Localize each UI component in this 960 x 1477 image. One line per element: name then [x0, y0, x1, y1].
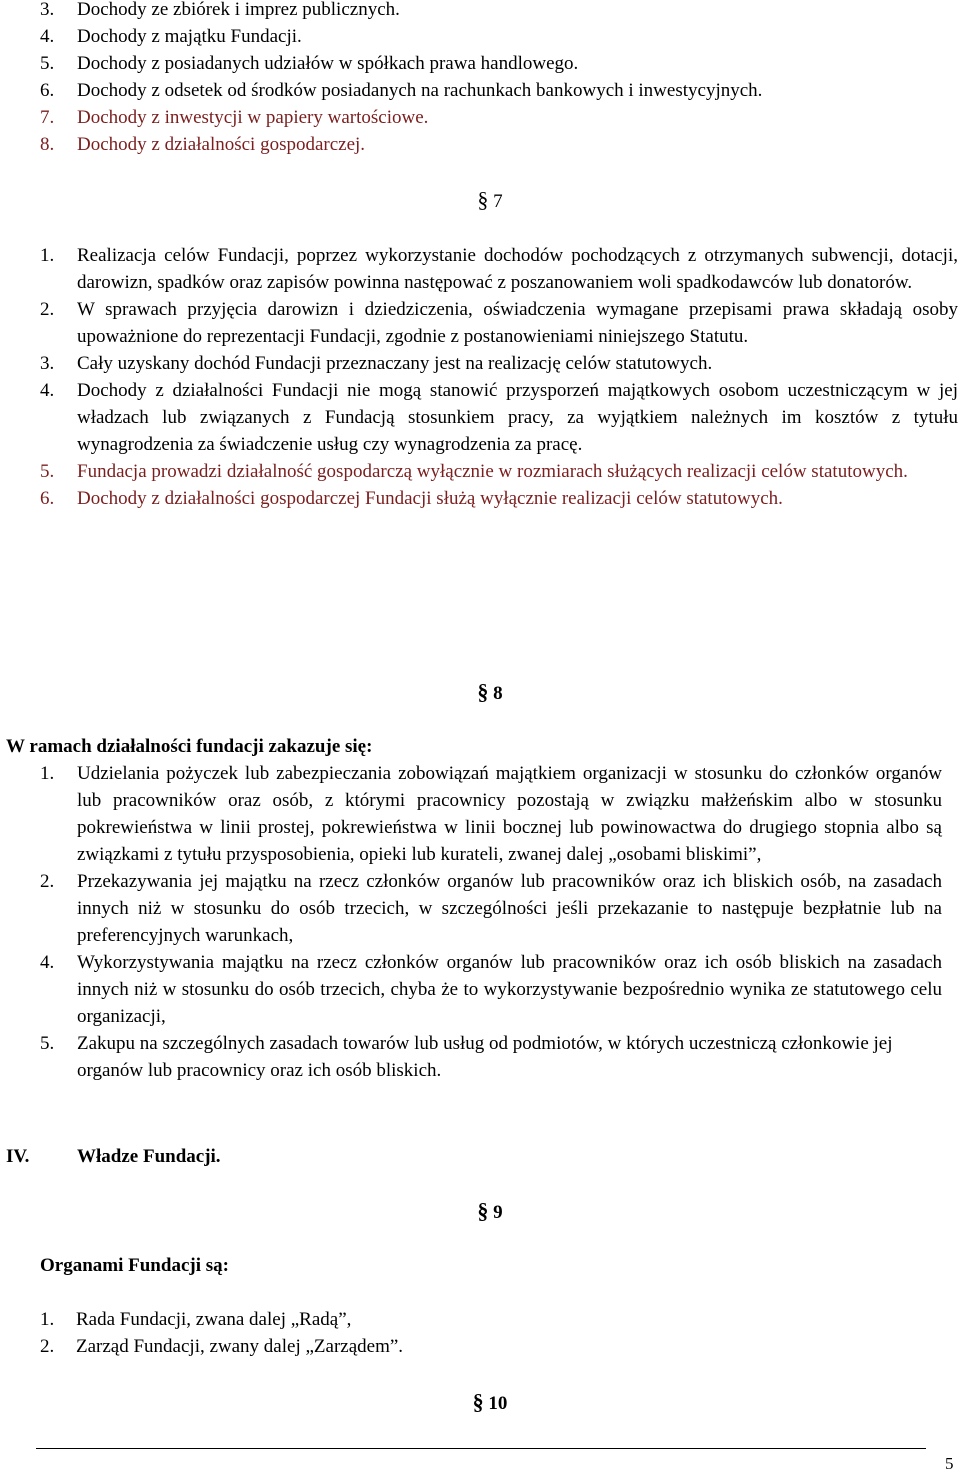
- list-item-number: 4.: [40, 380, 55, 401]
- list-item: [0, 1306, 700, 1333]
- list-item: [0, 949, 942, 1030]
- list-item: [0, 23, 960, 50]
- list-item-number: 8.: [40, 134, 55, 155]
- list-item-text: Dochody z odsetek od środków posiadanych na rachunkach bankowych i inwestycyjnych.: [77, 80, 763, 101]
- list-item-number: 4.: [40, 952, 55, 973]
- list-item: [0, 131, 960, 158]
- list-item: [0, 868, 942, 949]
- section-number: 10: [488, 1393, 508, 1414]
- section-number: 9: [493, 1202, 503, 1223]
- list-item-text: Udzielania pożyczek lub zabezpieczania zobowiązań majątkiem organizacji w stosunku do członków organów lub pracowników oraz osób, z którymi pracownicy pozostają w związku małżeńskim albo w stosunku pokrewieństwa w linii prostej, pokrewieństwa w linii bocznej lub powinowactwa do drugiego stopnia albo są związkami z tytułu przysposobienia, opieki lub kurateli, zwanej dalej „osobami bliskimi”,: [77, 763, 942, 865]
- list-item-text: Dochody z inwestycji w papiery wartościowe.: [77, 107, 429, 128]
- list-item-text: Zakupu na szczególnych zasadach towarów lub usług od podmiotów, w których uczestniczą członkowie jej organów lub pracownicy oraz ich osób bliskich.: [77, 1033, 893, 1081]
- list-item-text: Dochody z działalności gospodarczej.: [77, 134, 366, 155]
- list-item: [0, 0, 960, 23]
- section-number: 8: [493, 683, 503, 704]
- list-item-text: Dochody z działalności Fundacji nie mogą stanowić przysporzeń majątkowych osobom uczestniczącym w jej władzach lub związanych z Fundacją stosunkiem pracy, za wyjątkiem należnych im kosztów z tytułu wynagrodzenia za świadczenie usług czy wynagrodzenia za pracę.: [77, 380, 958, 455]
- section-10-title: [440, 1388, 540, 1417]
- list-item-text: Dochody z posiadanych udziałów w spółkach prawa handlowego.: [77, 53, 579, 74]
- list-item-text: Dochody z działalności gospodarczej Fundacji służą wyłącznie realizacji celów statutowych.: [77, 488, 783, 509]
- list-item: [0, 104, 960, 131]
- list-item-number: 5.: [40, 1033, 55, 1054]
- list-item-number: 2.: [40, 299, 55, 320]
- list-item: [0, 760, 942, 868]
- list-item-text: Zarząd Fundacji, zwany dalej „Zarządem”.: [76, 1336, 404, 1357]
- list-item-number: 7.: [40, 107, 55, 128]
- list-item-number: 5.: [40, 461, 55, 482]
- list-item-text: Dochody z majątku Fundacji.: [77, 26, 302, 47]
- list-item-number: 2.: [40, 871, 55, 892]
- list-item-number: 5.: [40, 53, 55, 74]
- section-symbol: §: [477, 679, 489, 704]
- footer-divider: [36, 1448, 926, 1449]
- list-item: [0, 242, 958, 296]
- list-item: [0, 458, 958, 485]
- section-9-title: [440, 1197, 540, 1226]
- list-item-number: 2.: [40, 1336, 55, 1357]
- section-symbol: §: [477, 1198, 489, 1223]
- list-item-number: 1.: [40, 763, 55, 784]
- list-item-number: 6.: [40, 488, 55, 509]
- list-item: [0, 485, 958, 512]
- section-8-list: [0, 760, 942, 1084]
- income-list: [0, 0, 960, 158]
- chapter-title: Władze Fundacji.: [77, 1146, 221, 1167]
- list-item-text: Przekazywania jej majątku na rzecz członków organów lub pracowników oraz ich bliskich osób, na zasadach innych niż w stosunku do osób trzecich, w szczególności jeśli przekazanie to następuje bezpłatnie lub na preferencyjnych warunkach,: [77, 871, 942, 946]
- list-item: [0, 50, 960, 77]
- list-item: [0, 296, 958, 350]
- list-item-number: 3.: [40, 353, 55, 374]
- list-item-text: Rada Fundacji, zwana dalej „Radą”,: [76, 1309, 352, 1330]
- section-8-title: [440, 678, 540, 707]
- list-item-text: Wykorzystywania majątku na rzecz członków organów lub pracowników oraz ich osób bliskich na zasadach innych niż w stosunku do osób trzecich, chyba że to wykorzystywanie bezpośrednio wynika ze statutowego celu organizacji,: [77, 952, 942, 1027]
- list-item: [0, 77, 960, 104]
- section-7-list: [0, 242, 958, 512]
- list-item-number: 1.: [40, 245, 55, 266]
- list-item-number: 1.: [40, 1309, 55, 1330]
- list-item-text: Fundacja prowadzi działalność gospodarczą wyłącznie w rozmiarach służących realizacji celów statutowych.: [77, 461, 908, 482]
- list-item-number: 4.: [40, 26, 55, 47]
- section-9-list: [0, 1306, 700, 1360]
- section-9-heading: Organami Fundacji są:: [40, 1255, 229, 1276]
- list-item: [0, 1030, 942, 1084]
- list-item-number: 6.: [40, 80, 55, 101]
- list-item-text: Cały uzyskany dochód Fundacji przeznaczany jest na realizację celów statutowych.: [77, 353, 713, 374]
- section-7-title: [440, 186, 540, 215]
- list-item: [0, 377, 958, 458]
- list-item-text: Realizacja celów Fundacji, poprzez wykorzystanie dochodów pochodzących z otrzymanych subwencji, dotacji, darowizn, spadków oraz zapisów powinna następować z poszanowaniem woli spadkodawców lub donatorów.: [77, 245, 958, 293]
- list-item: [0, 350, 958, 377]
- list-item: [0, 1333, 700, 1360]
- section-number: 7: [493, 191, 503, 212]
- section-8-heading: W ramach działalności fundacji zakazuje się:: [6, 736, 373, 757]
- section-symbol: §: [472, 1389, 484, 1414]
- list-item-number: 3.: [40, 0, 55, 20]
- page-number: 5: [945, 1454, 954, 1473]
- list-item-text: Dochody ze zbiórek i imprez publicznych.: [77, 0, 400, 20]
- chapter-numeral: IV.: [6, 1146, 30, 1167]
- list-item-text: W sprawach przyjęcia darowizn i dziedziczenia, oświadczenia wymagane przepisami prawa składają osoby upoważnione do reprezentacji Fundacji, zgodnie z postanowieniami niniejszego Statutu.: [77, 299, 958, 347]
- section-symbol: §: [477, 187, 489, 212]
